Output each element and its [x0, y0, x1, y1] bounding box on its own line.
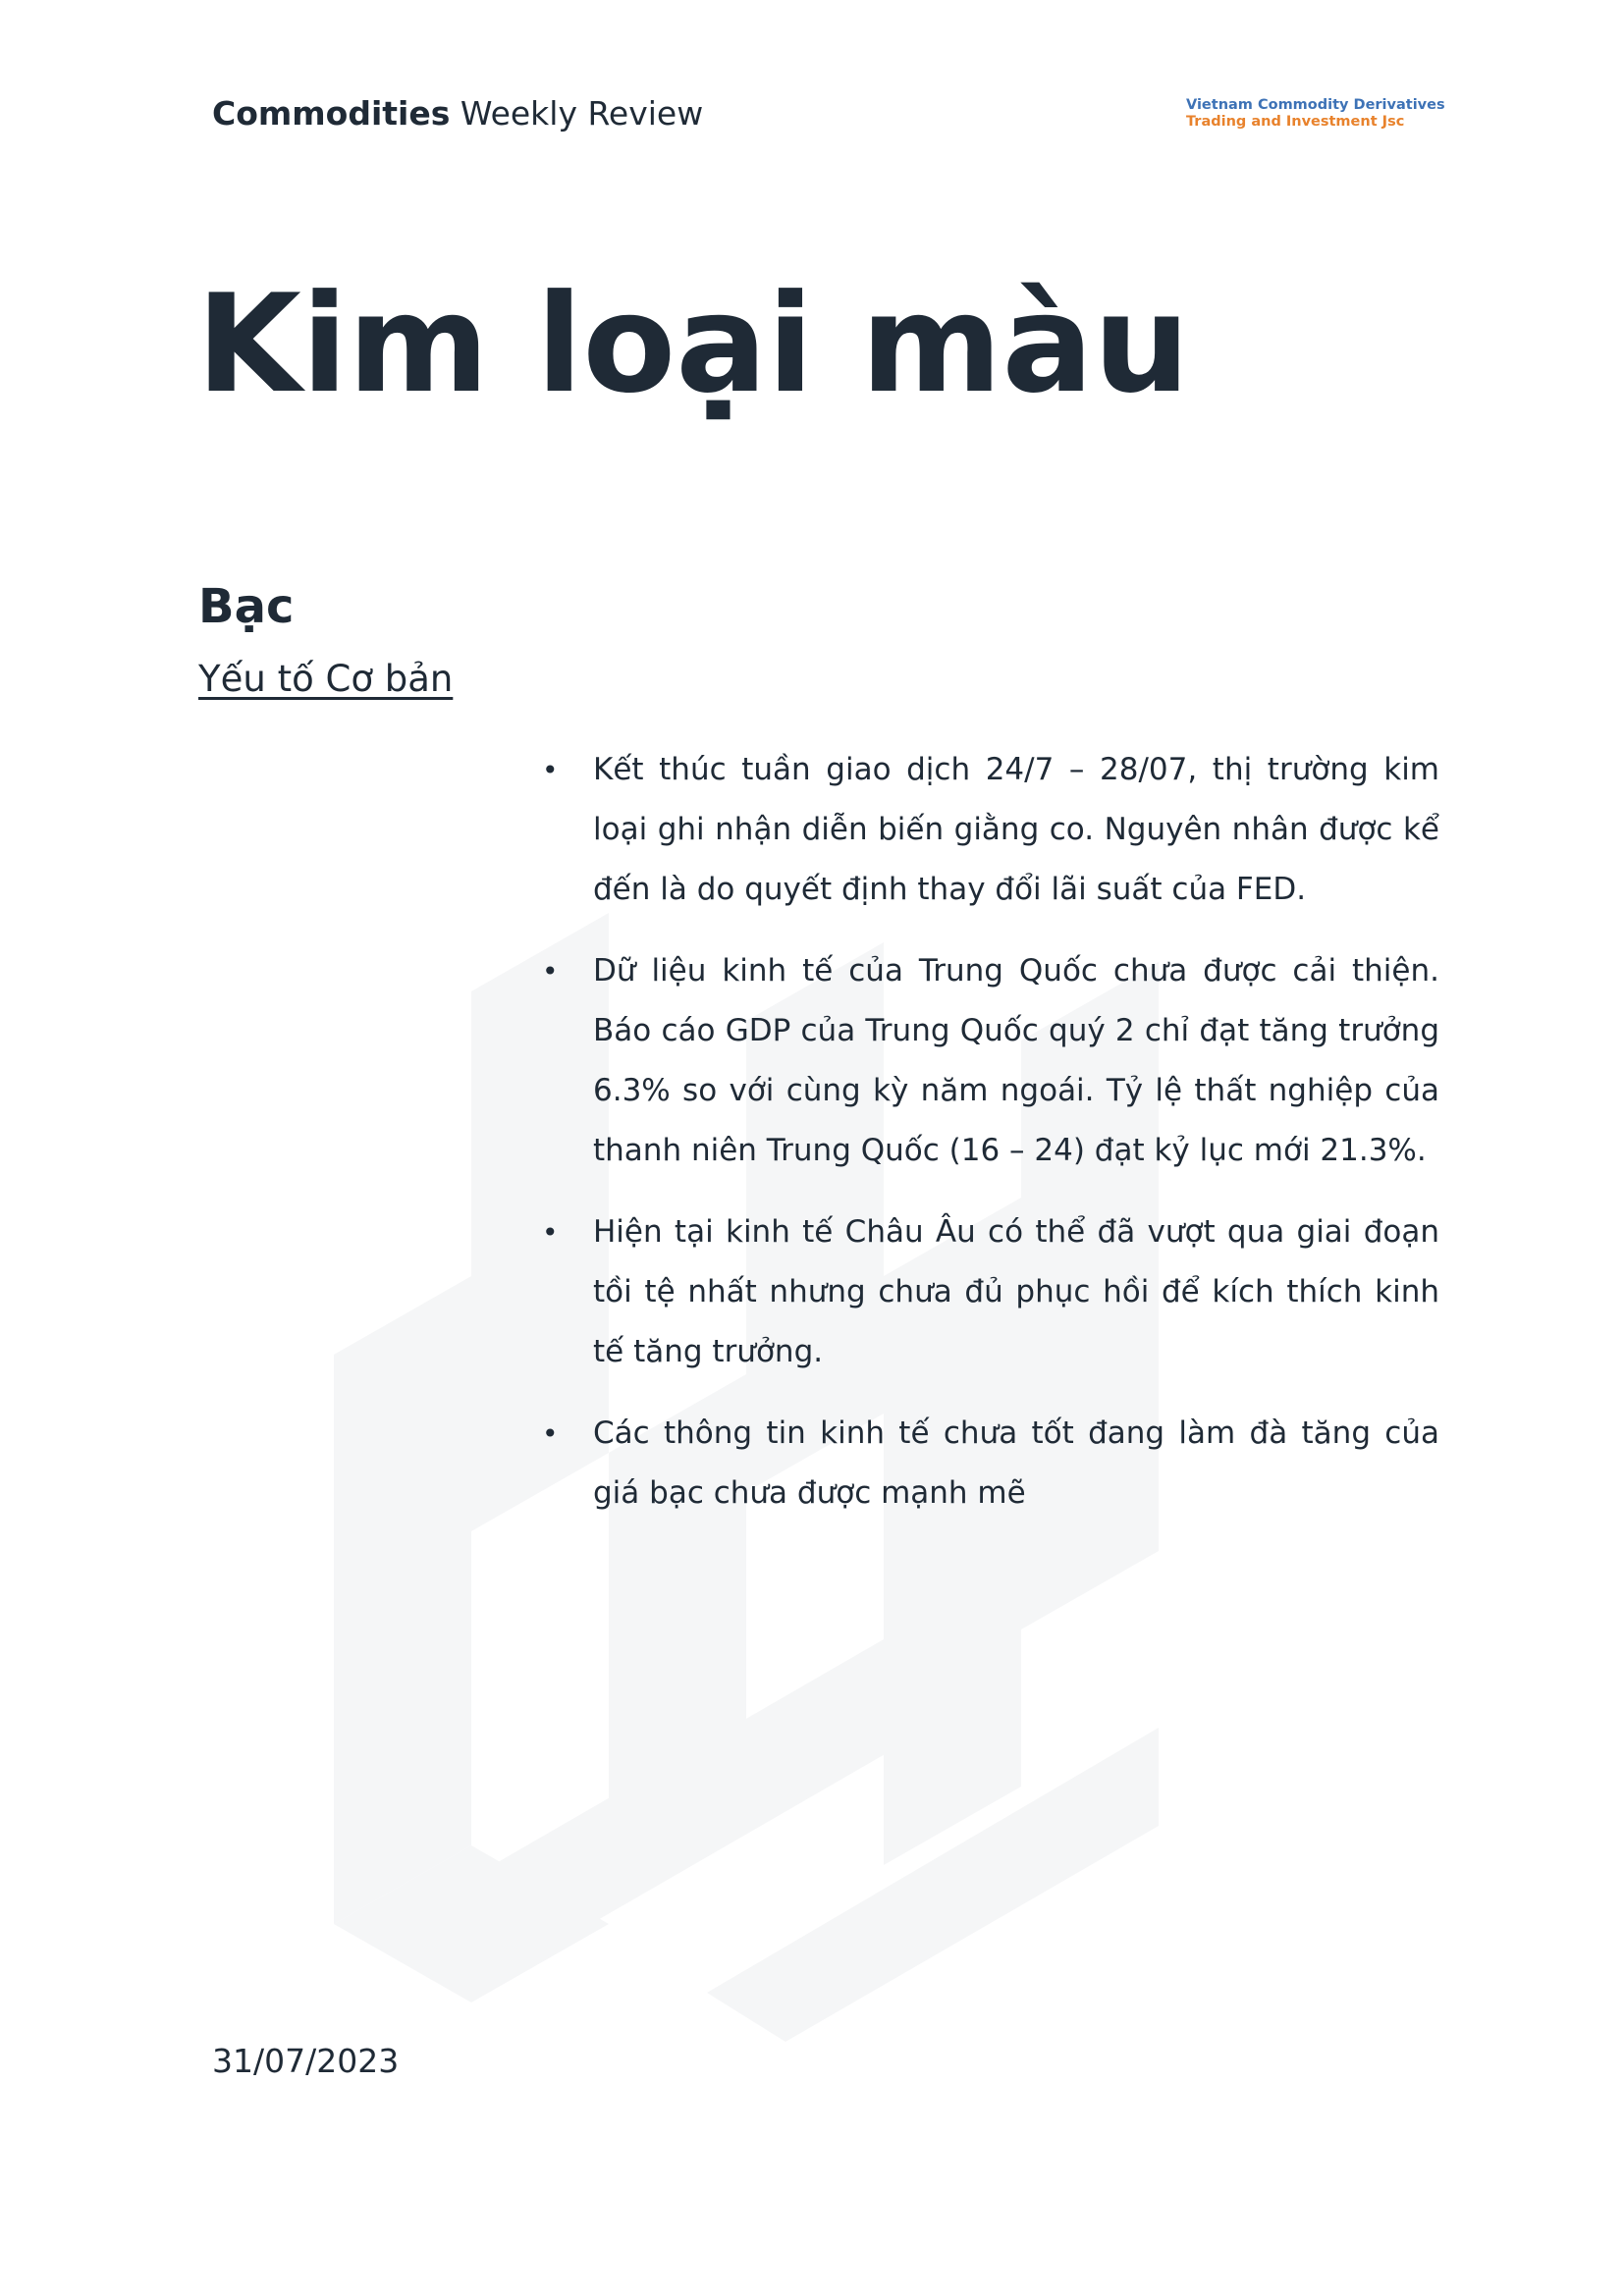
bullet-text: Dữ liệu kinh tế của Trung Quốc chưa được cải thiện. Báo cáo GDP của Trung Quốc quý 2 chỉ đạt tăng trưởng 6.3% so với cùng kỳ năm ngoái. Tỷ lệ thất nghiệp của thanh niên Trung Quốc (16 – 24) đạt kỷ lục mới 21.3%. [593, 953, 1439, 1168]
header-title-strong: Commodities [212, 94, 451, 133]
bullet-item [538, 1202, 1439, 1382]
company-logo [1186, 97, 1445, 131]
header-title-rest: Weekly Review [450, 94, 704, 133]
bullet-list [538, 740, 1439, 1545]
logo-line-2: Trading and Investment Jsc [1186, 114, 1405, 130]
section-title: Bạc [198, 579, 295, 634]
logo-line-1: Vietnam Commodity Derivatives [1186, 97, 1445, 113]
report-header [212, 94, 703, 133]
bullet-dot-icon: • [542, 1216, 559, 1249]
bullet-text: Hiện tại kinh tế Châu Âu có thể đã vượt qua giai đoạn tồi tệ nhất nhưng chưa đủ phục hồi để kích thích kinh tế tăng trưởng. [593, 1214, 1439, 1369]
bullet-dot-icon: • [542, 1417, 559, 1450]
bullet-text: Các thông tin kinh tế chưa tốt đang làm đà tăng của giá bạc chưa được mạnh mẽ [593, 1415, 1439, 1511]
bullet-text: Kết thúc tuần giao dịch 24/7 – 28/07, thị trường kim loại ghi nhận diễn biến giằng co. Nguyên nhân được kể đến là do quyết định thay đổi lãi suất của FED. [593, 752, 1439, 907]
bullet-item [538, 740, 1439, 920]
bullet-dot-icon: • [542, 955, 559, 988]
report-date: 31/07/2023 [212, 2042, 400, 2080]
section-subtitle: Yếu tố Cơ bản [198, 658, 454, 700]
bullet-item [538, 941, 1439, 1181]
bullet-dot-icon: • [542, 754, 559, 786]
page-title: Kim loại màu [196, 265, 1190, 423]
bullet-item [538, 1404, 1439, 1523]
